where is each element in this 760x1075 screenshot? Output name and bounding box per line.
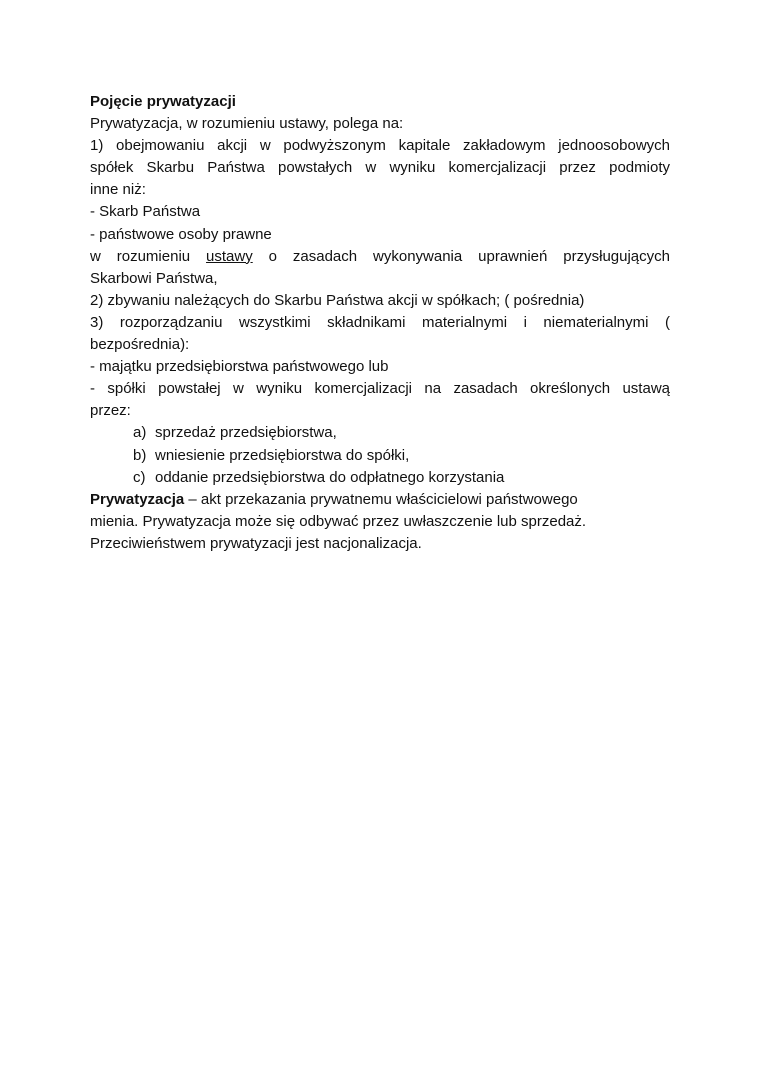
- ustawy-link[interactable]: ustawy: [206, 247, 253, 265]
- definition-line-1: [90, 489, 670, 511]
- dash-item-skarb-panstwa: - Skarb Państwa: [90, 203, 201, 221]
- point-1-line-3: inne niż:: [90, 181, 146, 199]
- dash-item-osoby-prawne: - państwowe osoby prawne: [90, 225, 272, 243]
- asset-item-2-line-2: przez:: [90, 402, 131, 420]
- point-3-line-1: 3) rozporządzaniu wszystkimi składnikami materialnymi i niematerialnymi (: [90, 313, 670, 331]
- point-3-line-2: bezpośrednia):: [90, 336, 190, 354]
- point-2: 2) zbywaniu należących do Skarbu Państwa akcji w spółkach; ( pośrednia): [90, 291, 585, 309]
- rights-suffix: o zasadach wykonywania uprawnień przysługujących: [252, 247, 670, 265]
- intro-text: Prywatyzacja, w rozumieniu ustawy, polega na:: [90, 115, 404, 133]
- asset-item-1: - majątku przedsiębiorstwa państwowego lub: [90, 358, 389, 376]
- point-1-line-1: 1) obejmowaniu akcji w podwyższonym kapitale zakładowym jednoosobowych: [90, 137, 670, 155]
- method-item-c: [90, 467, 670, 489]
- method-text-b: wniesienie przedsiębiorstwa do spółki,: [155, 446, 410, 464]
- method-text-c: oddanie przedsiębiorstwa do odpłatnego korzystania: [155, 468, 505, 486]
- document-heading: Pojęcie prywatyzacji: [90, 93, 236, 110]
- method-marker-b: b): [133, 446, 147, 464]
- method-item-a: [90, 422, 670, 444]
- rights-prefix: w rozumieniu: [90, 247, 207, 265]
- asset-item-2-line-1: - spółki powstałej w wyniku komercjalizacji na zasadach określonych ustawą: [90, 380, 670, 398]
- point-1-line-2: spółek Skarbu Państwa powstałych w wyniku komercjalizacji przez podmioty: [90, 159, 670, 177]
- definition-line-2: mienia. Prywatyzacja może się odbywać przez uwłaszczenie lub sprzedaż.: [90, 512, 587, 530]
- method-item-b: [90, 445, 670, 467]
- method-marker-a: a): [133, 424, 147, 442]
- definition-rest: – akt przekazania prywatnemu właścicielowi państwowego: [184, 490, 578, 508]
- definition-term: Prywatyzacja: [90, 490, 185, 508]
- method-text-a: sprzedaż przedsiębiorstwa,: [155, 424, 337, 442]
- rights-line-2: Skarbowi Państwa,: [90, 269, 218, 287]
- document-body: [90, 91, 670, 555]
- definition-line-3: Przeciwieństwem prywatyzacji jest nacjonalizacja.: [90, 534, 422, 552]
- method-marker-c: c): [133, 468, 146, 486]
- rights-line-1: [90, 246, 670, 268]
